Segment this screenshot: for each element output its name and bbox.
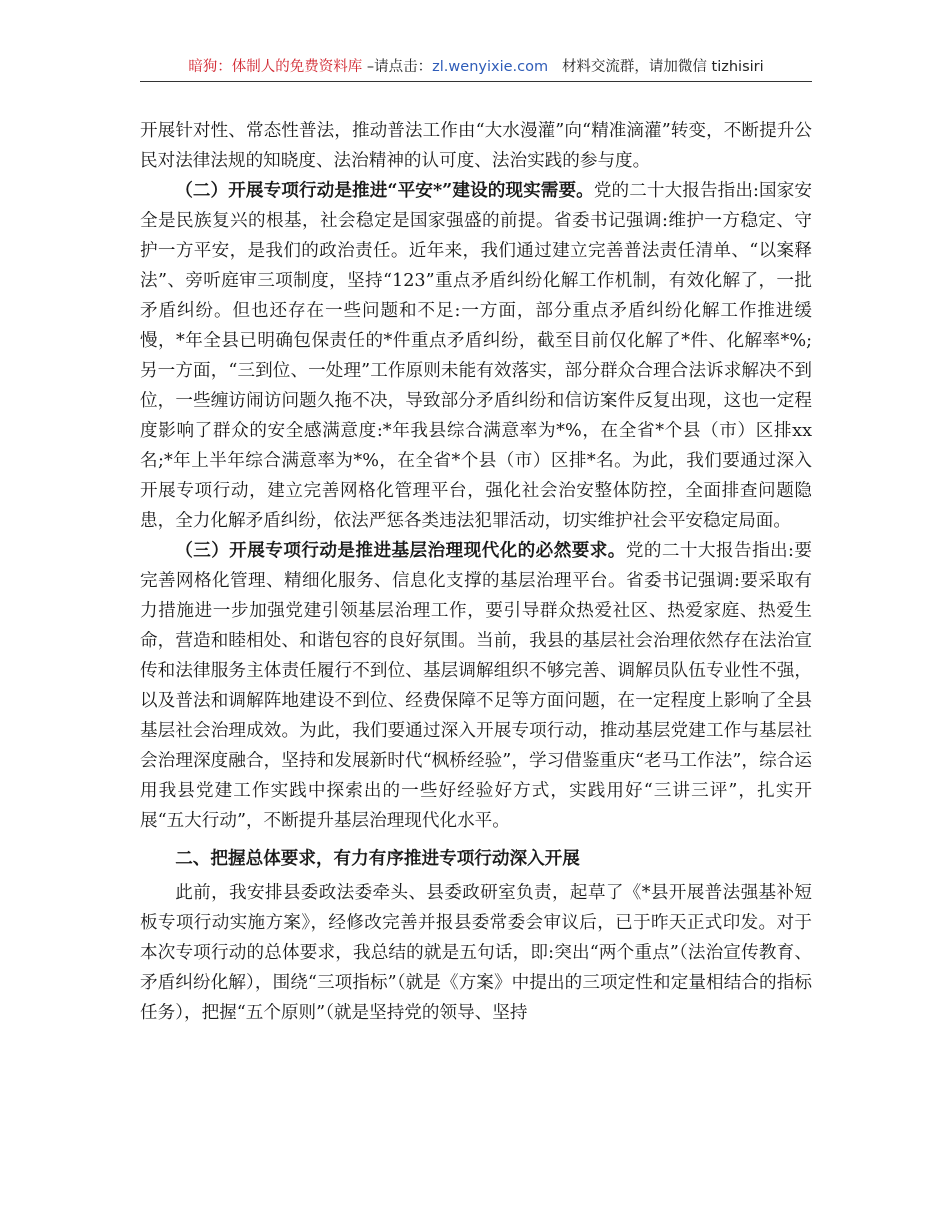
paragraph-lead: （三）开展专项行动是推进基层治理现代化的必然要求。: [175, 540, 626, 561]
paragraph-text: 此前，我安排县委政法委牵头、县委政研室负责，起草了《*县开展普法强基补短板专项行动实施方案》，经修改完善并报县委常委会审议后，已于昨天正式印发。对于本次专项行动的总体要求，我总结的就是五句话，即:突出“两个重点”（法治宣传教育、矛盾纠纷化解），围绕“三项指标”（就是《方案》中提出的三项定性和定量相结合的指标任务），把握“五个原则”（就是坚持党的领导、坚持: [140, 883, 812, 1023]
header-note: 材料交流群，请加微信 tizhisiri: [561, 59, 764, 75]
header-cta: –请点击：: [362, 59, 433, 75]
header-url-link[interactable]: zl.wenyixie.com: [432, 59, 549, 75]
paragraph-text: 党的二十大报告指出:要完善网格化管理、精细化服务、信息化支撑的基层治理平台。省委书记强调:要采取有力措施进一步加强党建引领基层治理工作，要引导群众热爱社区、热爱家庭、热爱生命，营造和睦相处、和谐包容的良好氛围。当前，我县的基层社会治理依然存在法治宣传和法律服务主体责任履行不到位、基层调解组织不够完善、调解员队伍专业性不强，以及普法和调解阵地建设不到位、经费保障不足等方面问题，在一定程度上影响了全县基层社会治理成效。为此，我们要通过深入开展专项行动，推动基层党建工作与基层社会治理深度融合，坚持和发展新时代“枫桥经验”，学习借鉴重庆“老马工作法”，综合运用我县党建工作实践中探索出的一些好经验好方式，实践用好“三讲三评”，扎实开展“五大行动”，不断提升基层治理现代化水平。: [140, 541, 812, 831]
paragraph-lead: （二）开展专项行动是推进“平安*”建设的现实需要。: [175, 180, 594, 201]
paragraph-public-safety: [140, 176, 812, 536]
header-brand[interactable]: 暗狗：体制人的免费资料库: [188, 59, 363, 75]
paragraph-text: 党的二十大报告指出:国家安全是民族复兴的根基，社会稳定是国家强盛的前提。省委书记强调:维护一方稳定、守护一方平安，是我们的政治责任。近年来，我们通过建立完善普法责任清单、“以案释法”、旁听庭审三项制度，坚持“123”重点矛盾纠纷化解工作机制，有效化解了，一批矛盾纠纷。但也还存在一些问题和不足:一方面，部分重点矛盾纠纷化解工作推进缓慢，*年全县已明确包保责任的*件重点矛盾纠纷，截至目前仅化解了*件、化解率*%;另一方面，“三到位、一处理”工作原则未能有效落实，部分群众合理合法诉求解决不到位，一些缠访闹访问题久拖不决，导致部分矛盾纠纷和信访案件反复出现，这也一定程度影响了群众的安全感满意度:*年我县综合满意率为*%，在全省*个县（市）区排xx名;*年上半年综合满意率为*%，在全省*个县（市）区排*名。为此，我们要通过深入开展专项行动，建立完善网格化管理平台，强化社会治安整体防控，全面排查问题隐患，全力化解矛盾纠纷，依法严惩各类违法犯罪活动，切实维护社会平安稳定局面。: [140, 181, 812, 531]
paragraph-overall-requirements: [140, 878, 812, 1028]
paragraph-text: 开展针对性、常态性普法，推动普法工作由“大水漫灌”向“精准滴灌”转变，不断提升公民对法律法规的知晓度、法治精神的认可度、法治实践的参与度。: [140, 121, 812, 171]
paragraph-continued: [140, 116, 812, 176]
paragraph-grassroots-governance: [140, 536, 812, 836]
page-header: [140, 57, 812, 82]
document-body: [140, 116, 812, 1028]
section-heading: 二、把握总体要求，有力有序推进专项行动深入开展: [175, 848, 580, 869]
